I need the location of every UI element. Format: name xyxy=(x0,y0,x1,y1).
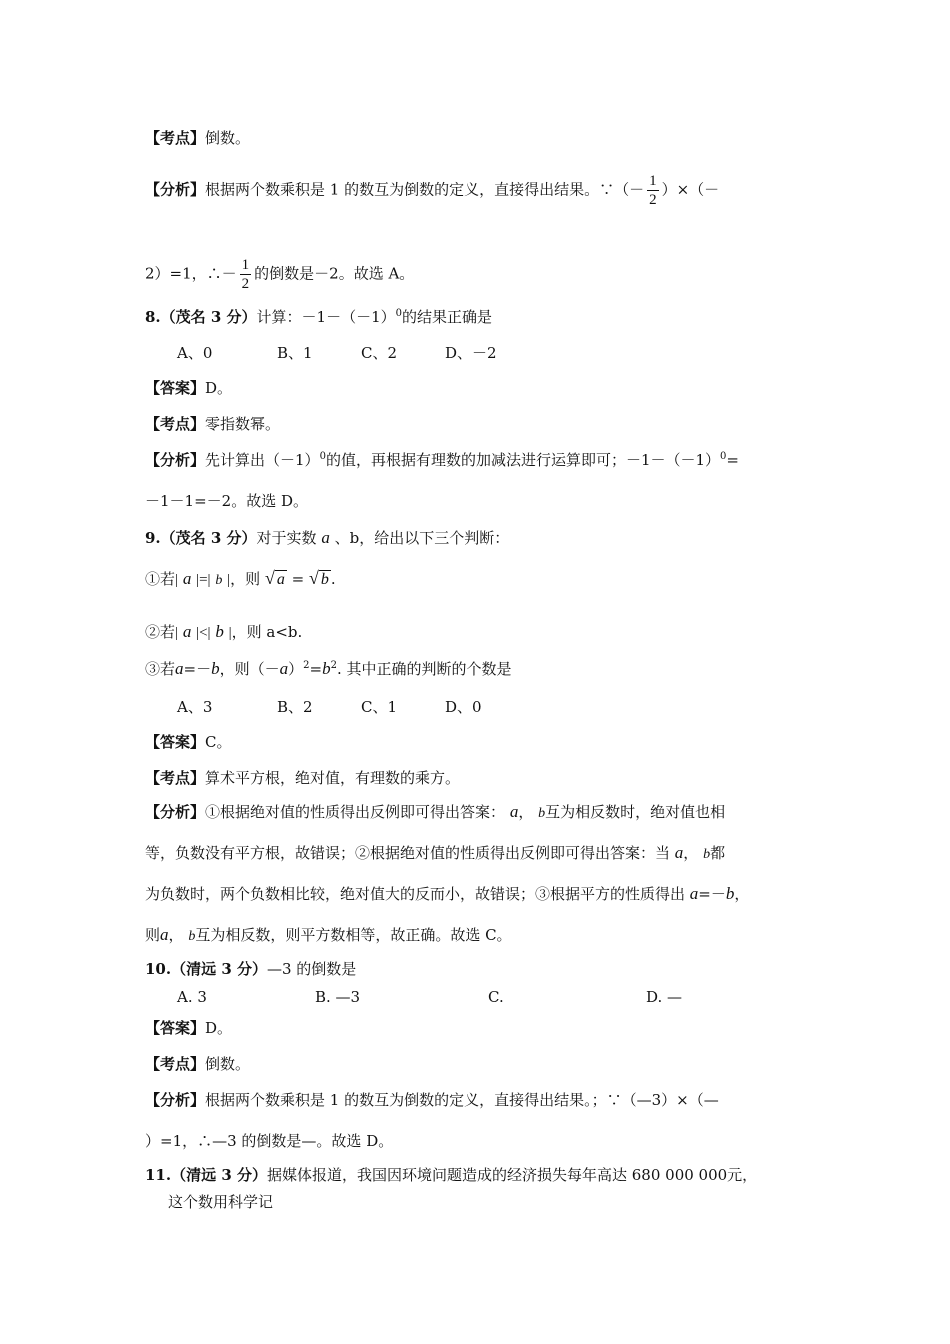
var-a: a xyxy=(509,802,519,821)
abs-bar: | xyxy=(227,572,231,588)
abs-bar: | xyxy=(228,625,232,641)
q9-f1-a: ①根据绝对值的性质得出反例即可得出答案： xyxy=(205,803,506,821)
q11-stem-line2 xyxy=(168,1192,273,1212)
fraction-numerator: 1 xyxy=(241,257,250,273)
q7-fenxi-label: 【分析】 xyxy=(145,180,206,199)
q10-kaodian-text: 倒数。 xyxy=(205,1055,251,1073)
q8-fenxi xyxy=(145,450,739,473)
q7-line2-a: 2）=1，∴－ xyxy=(145,264,237,283)
q9-kaodian-label: 【考点】 xyxy=(145,769,206,787)
q9-daan-label: 【答案】 xyxy=(145,733,206,751)
q8-fenxi-sup1: 0 xyxy=(319,451,326,462)
q9-fenxi-label: 【分析】 xyxy=(145,803,206,821)
superscript-2: 2 xyxy=(303,660,310,671)
var-b: b xyxy=(725,884,735,903)
q11-stem xyxy=(145,1165,757,1185)
radicand-a: a xyxy=(276,571,285,588)
radicand-b: b xyxy=(320,571,329,588)
q10-fenxi-line2 xyxy=(145,1131,393,1151)
q10-number: 10.（清远 3 分） xyxy=(145,960,267,978)
q9-options xyxy=(177,697,482,717)
q9-f2-a: 等，负数没有平方根，故错误；②根据绝对值的性质得出反例即可得出答案：当 xyxy=(145,844,671,862)
q7-fenxi-line2 xyxy=(145,256,414,293)
abs-bar: |=| xyxy=(196,572,211,588)
q9-f3-a: 为负数时，两个负数相比较，绝对值大的反而小，故错误；③根据平方的性质得出 xyxy=(145,885,686,903)
q7-fenxi-text2: ）×（－ xyxy=(661,180,720,199)
q9-daan-text: C。 xyxy=(205,733,232,751)
q7-kaodian-text: 倒数。 xyxy=(205,129,251,147)
q9-fenxi-line1 xyxy=(145,802,725,824)
q9-judgement-3 xyxy=(145,659,512,682)
q8-stem-text2: 的结果正确是 xyxy=(402,308,493,326)
var-b: b xyxy=(538,806,546,821)
q10-daan-text: D。 xyxy=(205,1019,233,1037)
abs-bar: | xyxy=(175,625,179,641)
var-b: b xyxy=(322,659,331,678)
var-a: a xyxy=(175,659,184,678)
q9-daan xyxy=(145,732,232,752)
q8-kaodian-text: 零指数幂。 xyxy=(205,415,281,433)
q10-options xyxy=(177,987,682,1007)
q8-daan xyxy=(145,378,232,398)
q9-j2-a: ②若 xyxy=(145,623,176,641)
q9-f1-c: 互为相反数时，绝对值也相 xyxy=(545,803,726,821)
var-a: a xyxy=(182,569,192,588)
q7-fraction-2 xyxy=(240,256,252,293)
q8-fenxi-label: 【分析】 xyxy=(145,451,206,469)
q9-stem xyxy=(145,528,509,548)
q8-fenxi-line2-text: －1－1=－2。故选 D。 xyxy=(145,492,308,510)
q9-option-c: C、1 xyxy=(361,698,398,716)
var-a: a xyxy=(182,622,192,641)
q10-daan-label: 【答案】 xyxy=(145,1019,206,1037)
fraction-numerator: 1 xyxy=(649,173,657,189)
q9-fenxi-line4 xyxy=(145,925,512,947)
q10-fenxi-text: 根据两个数乘积是 1 的数互为倒数的定义，直接得出结果。；∵（—3）×（— xyxy=(205,1091,719,1109)
q8-option-b: B、1 xyxy=(277,344,313,362)
q9-f3-c: ， xyxy=(734,885,750,903)
q8-daan-label: 【答案】 xyxy=(145,379,206,397)
q8-number: 8.（茂名 3 分） xyxy=(145,308,257,326)
q9-var-a: a xyxy=(321,528,330,547)
q8-daan-text: D。 xyxy=(205,379,233,397)
q9-number: 9.（茂名 3 分） xyxy=(145,529,257,547)
q9-j1-a: ①若 xyxy=(145,570,176,588)
q9-j3-f: . 其中正确的判断的个数是 xyxy=(336,660,512,678)
q9-judgement-1 xyxy=(145,568,336,591)
q9-option-b: B、2 xyxy=(277,698,313,716)
q9-f4-c: 互为相反数，则平方数相等，故正确。故选 C。 xyxy=(195,926,512,944)
sqrt-b xyxy=(309,568,331,590)
var-a: a xyxy=(279,659,289,678)
q10-fenxi-label: 【分析】 xyxy=(145,1091,206,1109)
q9-kaodian xyxy=(145,768,460,788)
q8-option-c: C、2 xyxy=(361,344,398,362)
equals-sign: = xyxy=(291,570,305,588)
q11-stem-text: 据媒体报道，我国因环境问题造成的经济损失每年高达 680 000 000元， xyxy=(266,1166,758,1184)
q9-j2-b: ，则 a<b. xyxy=(231,623,303,641)
q7-fraction-1 xyxy=(647,172,659,209)
q8-kaodian xyxy=(145,414,280,434)
q8-option-d: D、－2 xyxy=(445,344,497,362)
q9-f4-b: ， xyxy=(168,926,184,944)
superscript-2: 2 xyxy=(330,660,337,671)
q8-fenxi-line2 xyxy=(145,491,308,511)
fraction-denominator: 2 xyxy=(649,192,657,208)
q7-kaodian xyxy=(145,128,250,148)
q9-kaodian-text: 算术平方根，绝对值，有理数的乘方。 xyxy=(205,769,461,787)
abs-bar: |<| xyxy=(196,625,211,641)
q9-fenxi-line3 xyxy=(145,884,749,904)
q9-j3-c: ，则（－ xyxy=(219,660,280,678)
q7-kaodian-label: 【考点】 xyxy=(145,129,206,147)
radical-sign: √ xyxy=(308,568,319,588)
q9-fenxi-line2 xyxy=(145,843,725,865)
var-b: b xyxy=(211,659,220,678)
q9-j1-b: ，则 xyxy=(230,570,261,588)
q9-f2-c: 都 xyxy=(710,844,726,862)
q9-f2-b: ， xyxy=(683,844,699,862)
q9-judgement-2 xyxy=(145,622,302,643)
q8-fenxi-c: = xyxy=(726,451,739,469)
q10-stem-text: —3 的倒数是 xyxy=(266,960,357,978)
q10-stem xyxy=(145,959,356,979)
q10-option-c: C. xyxy=(488,988,504,1006)
q8-stem-text: 计算：－1－（－1） xyxy=(256,308,396,326)
radical-sign: √ xyxy=(264,568,275,588)
var-a: a xyxy=(160,925,169,944)
q9-option-a: A、3 xyxy=(177,698,213,716)
q8-fenxi-sup2: 0 xyxy=(720,451,727,462)
fraction-denominator: 2 xyxy=(241,276,250,292)
q10-kaodian-label: 【考点】 xyxy=(145,1055,206,1073)
var-a: a xyxy=(689,884,699,903)
q9-f3-b: =－ xyxy=(698,885,726,903)
var-b: b xyxy=(703,847,711,862)
q8-option-a: A、0 xyxy=(177,344,213,362)
abs-bar: | xyxy=(175,572,179,588)
q10-option-d: D. — xyxy=(646,988,683,1006)
q9-stem-b: 、b，给出以下三个判断： xyxy=(334,529,510,547)
var-b: b xyxy=(215,622,224,641)
q8-fenxi-a: 先计算出（－1） xyxy=(205,451,320,469)
q8-fenxi-b: 的值，再根据有理数的加减法进行运算即可；－1－（－1） xyxy=(325,451,721,469)
q10-daan xyxy=(145,1018,232,1038)
var-b: b xyxy=(188,929,196,944)
q7-line2-b: 的倒数是－2。故选 A。 xyxy=(254,264,415,283)
q8-superscript: 0 xyxy=(395,308,403,319)
q8-options xyxy=(177,343,497,363)
q8-kaodian-label: 【考点】 xyxy=(145,415,206,433)
var-b: b xyxy=(215,573,223,588)
q9-j3-a: ③若 xyxy=(145,660,176,678)
q10-option-a: A. 3 xyxy=(177,988,207,1006)
sqrt-a xyxy=(265,568,287,590)
q11-stem-text2: 这个数用科学记 xyxy=(168,1193,274,1211)
q7-fenxi xyxy=(145,172,719,209)
q7-fenxi-text1: 根据两个数乘积是 1 的数互为倒数的定义，直接得出结果。∵（－ xyxy=(205,180,645,199)
q11-number: 11.（清远 3 分） xyxy=(145,1166,267,1184)
q10-fenxi xyxy=(145,1090,719,1110)
q9-f4-a: 则 xyxy=(145,926,161,944)
q9-j1-c: . xyxy=(330,570,336,588)
q9-j3-b: =－ xyxy=(183,660,212,678)
q10-fenxi-line2-text: ）=1，∴—3 的倒数是—。故选 D。 xyxy=(145,1132,394,1150)
q8-stem xyxy=(145,307,492,330)
q9-j3-d: ） xyxy=(288,660,304,678)
q9-f1-b: ， xyxy=(518,803,534,821)
q9-j3-e: = xyxy=(309,660,323,678)
q10-kaodian xyxy=(145,1054,250,1074)
q10-option-b: B. —3 xyxy=(315,988,361,1006)
q9-stem-a: 对于实数 xyxy=(256,529,317,547)
var-a: a xyxy=(674,843,684,862)
q9-option-d: D、0 xyxy=(445,698,482,716)
